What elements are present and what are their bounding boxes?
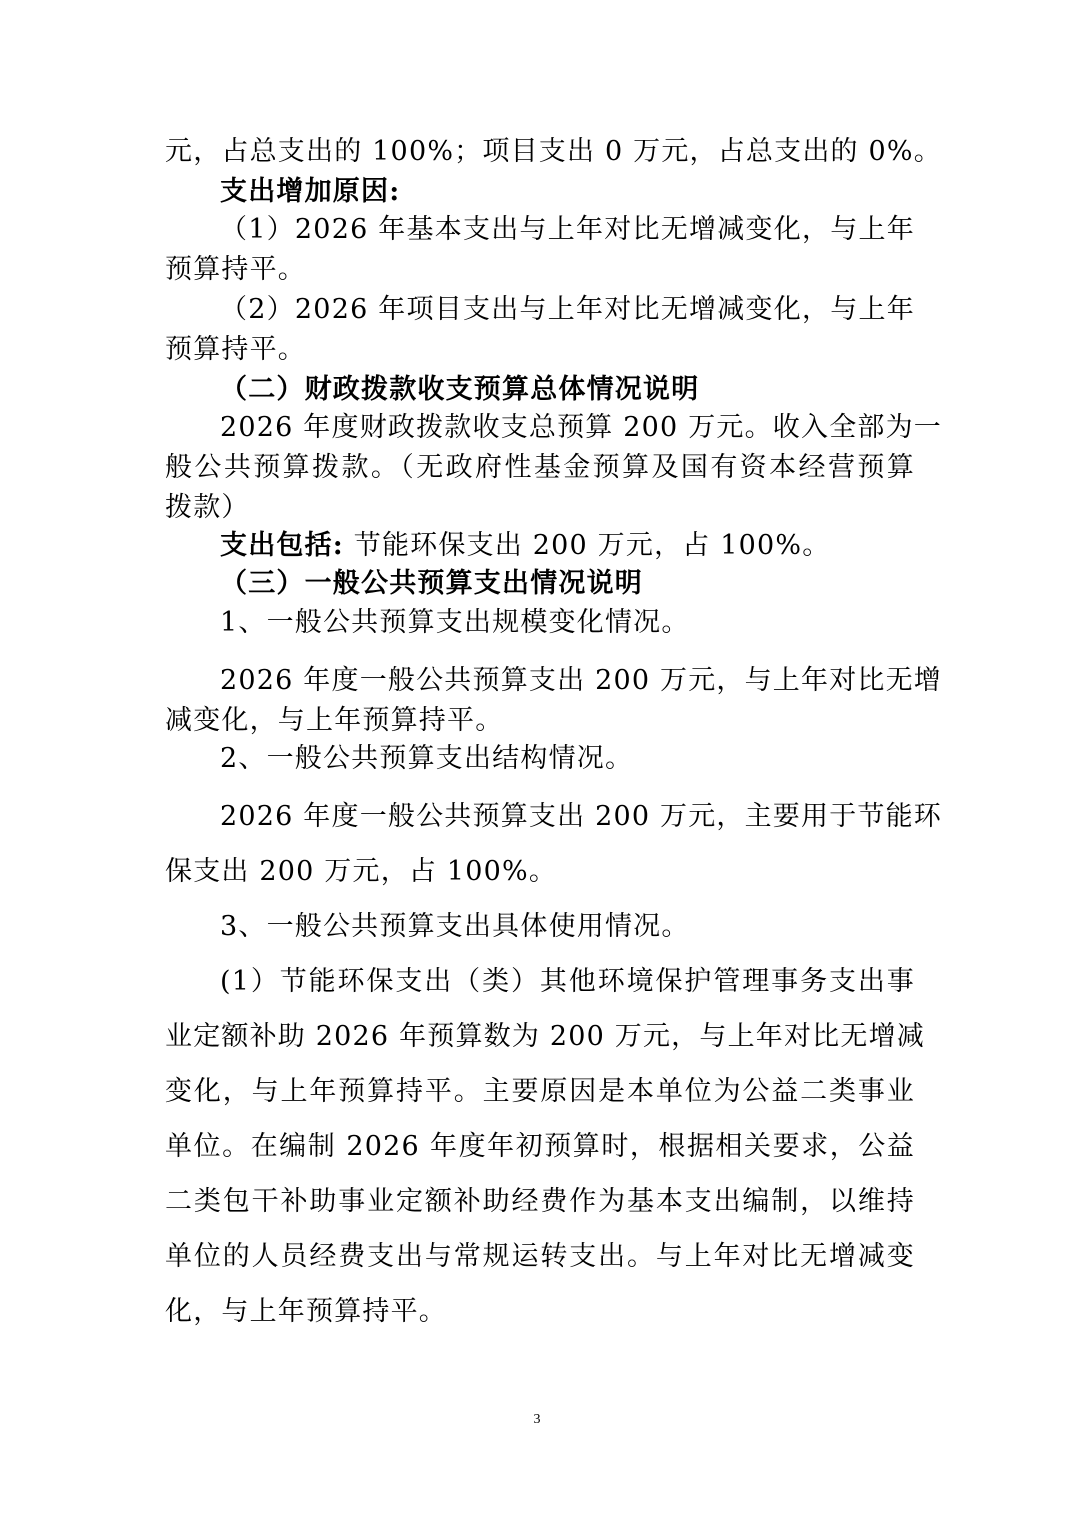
paragraph-line: 预算持平。 — [165, 254, 306, 285]
paragraph-line: 业定额补助 2026 年预算数为 200 万元，与上年对比无增减 — [165, 1021, 925, 1052]
subsection-heading: 2、一般公共预算支出结构情况。 — [220, 743, 634, 774]
paragraph-line: 单位的人员经费支出与常规运转支出。与上年对比无增减变 — [165, 1241, 915, 1272]
subsection-heading: 3、一般公共预算支出具体使用情况。 — [220, 911, 690, 942]
paragraph-line: (1）节能环保支出（类）其他环境保护管理事务支出事 — [220, 966, 915, 997]
expense-includes-line — [220, 526, 915, 566]
paragraph-line: 二类包干补助事业定额补助经费作为基本支出编制，以维持 — [165, 1186, 915, 1217]
paragraph-line: （1）2026 年基本支出与上年对比无增减变化，与上年 — [220, 214, 915, 245]
section-heading: 支出增加原因: — [220, 176, 401, 207]
paragraph-line: 2026 年度一般公共预算支出 200 万元，与上年对比无增 — [220, 665, 942, 696]
paragraph-line: 2026 年度一般公共预算支出 200 万元，主要用于节能环 — [220, 801, 942, 832]
section-heading: （三）一般公共预算支出情况说明 — [220, 568, 643, 599]
section-heading: （二）财政拨款收支预算总体情况说明 — [220, 374, 700, 405]
paragraph-line: 单位。在编制 2026 年度年初预算时，根据相关要求，公益 — [165, 1131, 915, 1162]
paragraph-line: 元，占总支出的 100%；项目支出 0 万元，占总支出的 0%。 — [165, 136, 942, 167]
paragraph-line: 保支出 200 万元，占 100%。 — [165, 856, 558, 887]
subsection-heading: 1、一般公共预算支出规模变化情况。 — [220, 607, 690, 638]
paragraph-line: 变化，与上年预算持平。主要原因是本单位为公益二类事业 — [165, 1076, 915, 1107]
paragraph-line: 化，与上年预算持平。 — [165, 1296, 447, 1327]
paragraph-line: 拨款） — [165, 492, 250, 523]
paragraph-line: 减变化，与上年预算持平。 — [165, 705, 504, 736]
expense-includes-label: 支出包括: — [220, 530, 344, 561]
page-number: 3 — [533, 1412, 541, 1427]
paragraph-line: 预算持平。 — [165, 334, 306, 365]
paragraph-line: 般公共预算拨款。（无政府性基金预算及国有资本经营预算 — [165, 452, 915, 483]
paragraph-line: 2026 年度财政拨款收支总预算 200 万元。收入全部为一 — [220, 412, 942, 443]
paragraph-line: （2）2026 年项目支出与上年对比无增减变化，与上年 — [220, 294, 915, 325]
expense-includes-text: 节能环保支出 200 万元，占 100%。 — [353, 530, 831, 561]
